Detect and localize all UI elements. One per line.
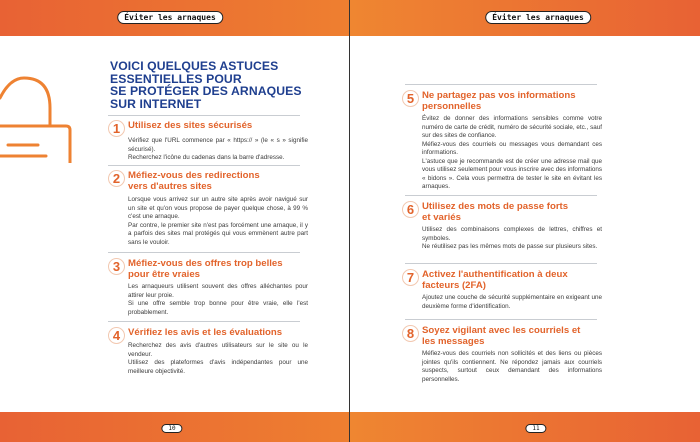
tip-title: Utilisez des sites sécurisés xyxy=(128,120,253,131)
tip-number-badge: 1 xyxy=(108,120,125,137)
tip-body: Utilisez des combinaisons complexes de lettres, chiffres et symboles. Ne réutilisez pas les mêmes mots de passe sur plusieurs sites. xyxy=(422,226,602,250)
tip-body: Vérifiez que l'URL commence par « https:// » (le « s » signifie sécurisé). Recherchez l'icône du cadenas dans la barre d'adresse. xyxy=(128,137,308,161)
divider xyxy=(108,165,300,166)
divider xyxy=(108,321,300,322)
lock-icon xyxy=(0,68,76,163)
footer-band xyxy=(0,412,349,442)
tip-number-badge: 3 xyxy=(108,258,125,275)
tip-title: Vérifiez les avis et les évaluations xyxy=(128,327,283,338)
tip-number-badge: 8 xyxy=(402,325,419,342)
tip-body: Recherchez des avis d'autres utilisateurs sur le site ou le vendeur. Utilisez des plateformes d'avis indépendantes pour une meilleure objectivité. xyxy=(128,342,308,375)
page-number: 10 xyxy=(161,424,182,433)
tip-title: Utilisez des mots de passe forts et variés xyxy=(422,201,569,223)
divider xyxy=(405,84,597,85)
page-right xyxy=(350,0,700,442)
tip-body: Méfiez-vous des courriels non sollicités et des liens ou pièces jointes qu'ils contiennent. Ne répondez jamais aux courriels suspects, surtout ceux demandant des informations personnelles. xyxy=(422,350,602,383)
divider xyxy=(405,319,597,320)
tip-title: Activez l'authentification à deux facteurs (2FA) xyxy=(422,269,568,291)
tip-number-badge: 4 xyxy=(108,327,125,344)
header-band xyxy=(350,0,700,36)
tip-number-badge: 2 xyxy=(108,170,125,187)
tip-number-badge: 7 xyxy=(402,269,419,286)
tip-body: Ajoutez une couche de sécurité supplémentaire en exigeant une deuxième forme d'identification. xyxy=(422,294,602,310)
tip-number-badge: 6 xyxy=(402,201,419,218)
tip-title: Soyez vigilant avec les courriels et les messages xyxy=(422,325,581,347)
divider xyxy=(405,263,597,264)
tip-number-badge: 5 xyxy=(402,90,419,107)
footer-band xyxy=(350,412,700,442)
tip-body: Les arnaqueurs utilisent souvent des offres alléchantes pour attirer leur proie. Si une offre semble trop bonne pour être vraie, elle l'est probablement. xyxy=(128,283,308,316)
chapter-label: Éviter les arnaques xyxy=(485,11,591,24)
divider xyxy=(108,252,300,253)
divider xyxy=(405,195,597,196)
chapter-label: Éviter les arnaques xyxy=(117,11,223,24)
tip-title: Méfiez-vous des redirections vers d'autres sites xyxy=(128,170,260,192)
header-band xyxy=(0,0,349,36)
page-title: VOICI QUELQUES ASTUCES ESSENTIELLES POUR SE PROTÉGER DES ARNAQUES SUR INTERNET xyxy=(110,59,302,111)
divider xyxy=(108,115,300,116)
tip-body: Évitez de donner des informations sensibles comme votre numéro de carte de crédit, numéro de sécurité sociale, etc., sauf sur des sites de confiance. Méfiez-vous des courriels ou messages vous demandant ces informations. L'astuce que je recommande est de créer une adresse mail que vous utilisez seulement pour vous inscrire avec des informations « bidons ». Cela vous permettra de tester le site en évitant les arnaques. xyxy=(422,115,602,190)
tip-title: Ne partagez pas vos informations personnelles xyxy=(422,90,576,112)
tip-body: Lorsque vous arrivez sur un autre site après avoir navigué sur un site et qu'on vous propose de payer quelque chose, à 99 % c'est une arnaque. Par contre, le premier site n'est pas forcément une arnaque, il y a parfois des sites mal protégés qui vous emmènent autre part sans le vouloir. xyxy=(128,196,308,246)
page-number: 11 xyxy=(525,424,546,433)
tip-title: Méfiez-vous des offres trop belles pour être vraies xyxy=(128,258,283,280)
